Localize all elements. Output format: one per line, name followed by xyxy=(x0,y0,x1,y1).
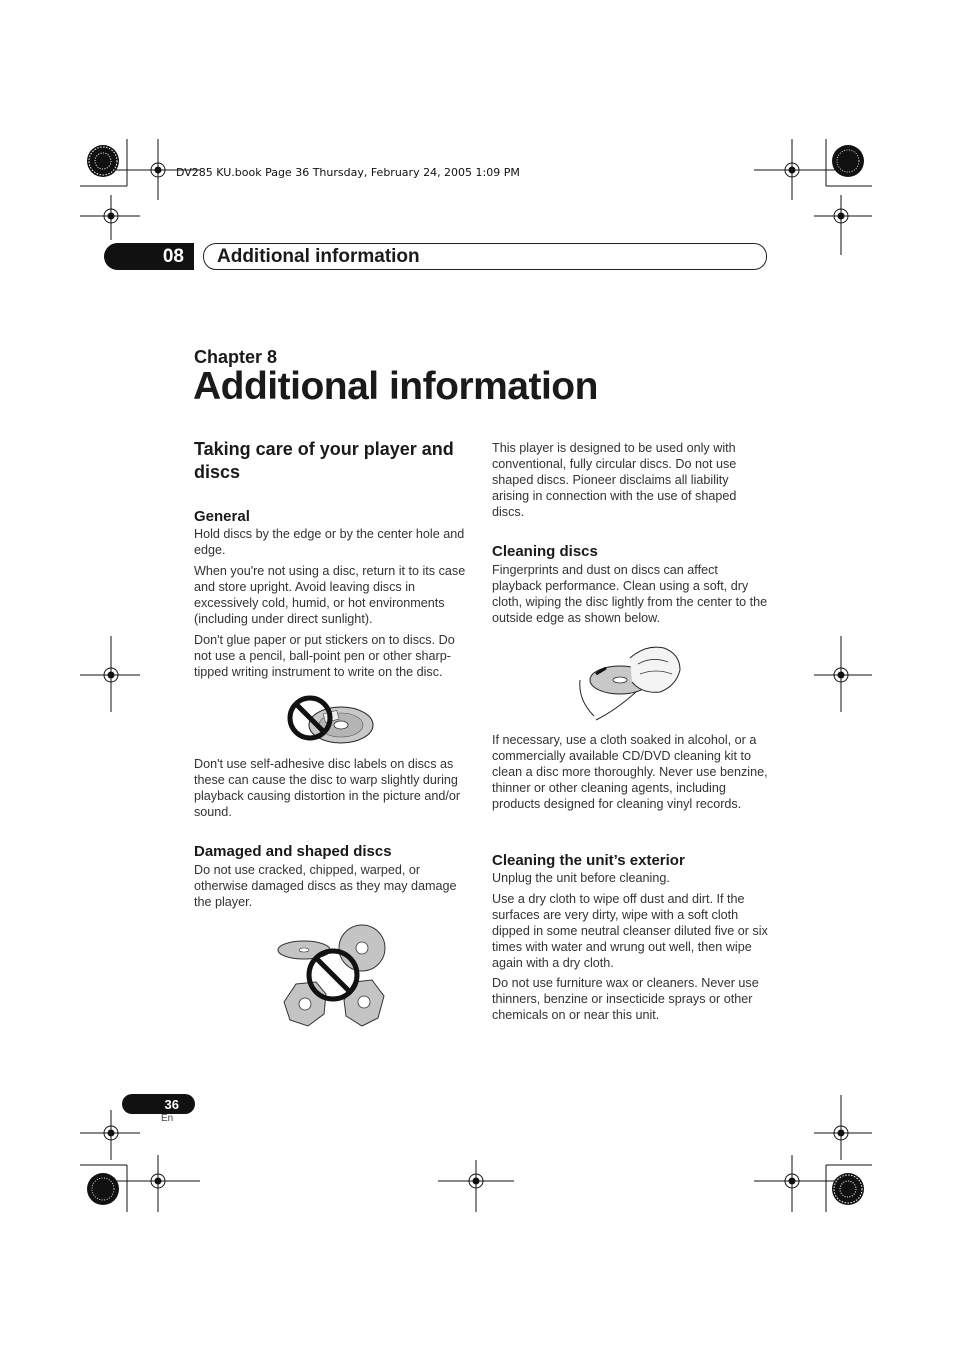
cleaning-paragraph-2: If necessary, use a cloth soaked in alcohol, or a commercially available CD/DVD cleaning kit to clean a disc more thoroughly. Never use benzine, thinner or other cleaning agents, including products designed for cleaning vinyl records. xyxy=(492,733,768,811)
running-header-title: Additional information xyxy=(203,243,767,270)
no-sticker-disc-icon xyxy=(284,692,384,752)
section-heading-care: Taking care of your player and discs xyxy=(194,439,454,482)
general-paragraph-3: Don't glue paper or put stickers on to discs. Do not use a pencil, ball-point pen or other sharp-tipped writing instrument to write on the disc. xyxy=(194,633,455,679)
print-info-line: DV285 KU.book Page 36 Thursday, February 24, 2005 1:09 PM xyxy=(176,166,520,179)
general-paragraph-1: Hold discs by the edge or by the center hole and edge. xyxy=(194,527,465,557)
general-paragraph-2: When you're not using a disc, return it to its case and store upright. Avoid leaving discs in excessively cold, humid, or hot environments (including under direct sunlight). xyxy=(194,564,466,626)
subheading-damaged: Damaged and shaped discs xyxy=(194,843,392,860)
exterior-paragraph-1: Unplug the unit before cleaning. xyxy=(492,871,670,885)
chapter-label: Chapter 8 xyxy=(194,347,278,367)
chapter-number-badge: 08 xyxy=(104,243,194,270)
chapter-title: Additional information xyxy=(193,365,598,408)
no-damaged-discs-icon xyxy=(274,922,394,1032)
subheading-cleaning-exterior: Cleaning the unit’s exterior xyxy=(492,852,685,869)
exterior-paragraph-3: Do not use furniture wax or cleaners. Never use thinners, benzine or insecticide sprays or other chemicals on or near this unit. xyxy=(492,976,759,1022)
shaped-discs-paragraph: This player is designed to be used only with conventional, fully circular discs. Do not use shaped discs. Pioneer disclaims all liability arising in connection with the use of shaped discs. xyxy=(492,441,737,519)
subheading-general: General xyxy=(194,508,250,525)
cleaning-paragraph-1: Fingerprints and dust on discs can affect playback performance. Clean using a soft, dry cloth, wiping the disc lightly from the center to the outside edge as shown below. xyxy=(492,563,768,625)
page-language: En xyxy=(161,1113,174,1124)
wiping-disc-icon xyxy=(576,640,686,722)
general-paragraph-4: Don't use self-adhesive disc labels on discs as these can cause the disc to warp slightly during playback causing distortion in the picture and/or sound. xyxy=(194,757,461,819)
page-number-badge: 36 xyxy=(122,1094,195,1114)
damaged-paragraph-1: Do not use cracked, chipped, warped, or otherwise damaged discs as they may damage the player. xyxy=(194,863,457,909)
subheading-cleaning-discs: Cleaning discs xyxy=(492,543,598,560)
exterior-paragraph-2: Use a dry cloth to wipe off dust and dirt. If the surfaces are very dirty, wipe with a soft cloth dipped in some neutral cleanser diluted five or six times with water and wrung out well, then wipe again with a dry cloth. xyxy=(492,892,768,970)
